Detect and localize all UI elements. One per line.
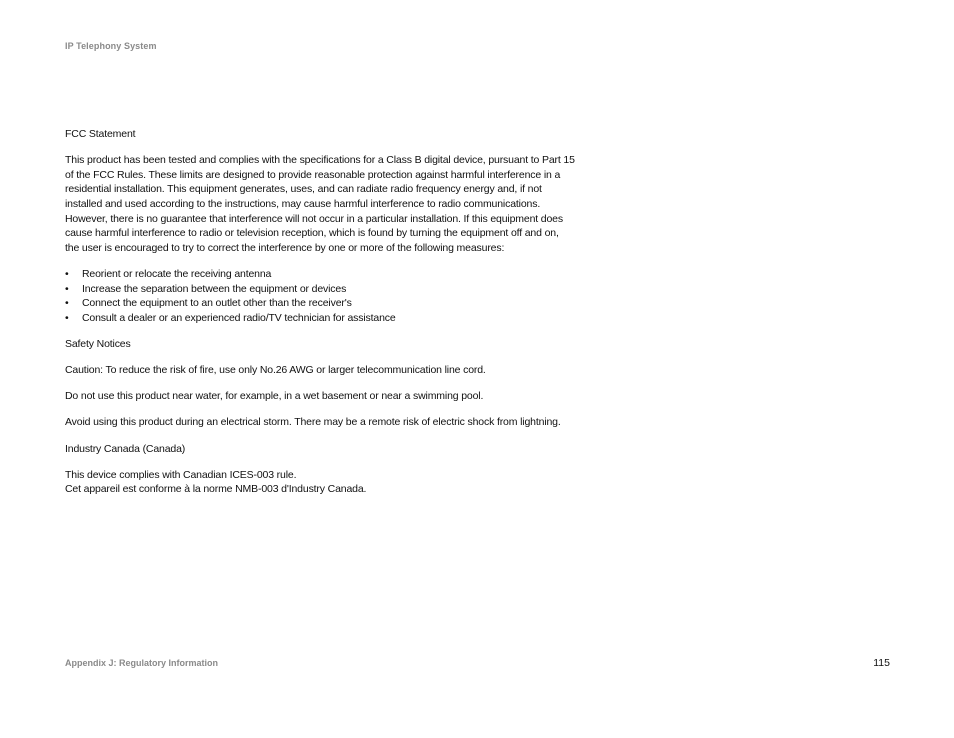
list-item xyxy=(65,296,595,311)
canada-heading: Industry Canada (Canada) xyxy=(65,442,186,455)
canada-line-en: This device complies with Canadian ICES-003 rule. xyxy=(65,468,297,481)
list-item-text: Reorient or relocate the receiving antenna xyxy=(82,267,272,280)
canada-line-fr: Cet appareil est conforme à la norme NMB-003 d'Industry Canada. xyxy=(65,483,367,496)
fcc-body-line: However, there is no guarantee that interference will not occur in a particular installation. If this equipment does xyxy=(65,212,563,225)
fcc-body-line: installed and used according to the instructions, may cause harmful interference to radio communications. xyxy=(65,197,541,210)
safety-heading: Safety Notices xyxy=(65,337,131,350)
list-item-text: Increase the separation between the equipment or devices xyxy=(82,282,347,295)
running-header: IP Telephony System xyxy=(65,41,157,51)
fcc-body-line: of the FCC Rules. These limits are designed to provide reasonable protection against harmful interference in a xyxy=(65,168,561,181)
fcc-measures-list xyxy=(65,267,595,325)
bullet-icon: • xyxy=(65,297,69,310)
safety-water: Do not use this product near water, for example, in a wet basement or near a swimming pool. xyxy=(65,390,484,403)
canada-body xyxy=(65,468,595,497)
page-number: 115 xyxy=(873,657,890,669)
list-item-text: Connect the equipment to an outlet other than the receiver's xyxy=(82,297,352,310)
safety-storm: Avoid using this product during an electrical storm. There may be a remote risk of electric shock from lightning. xyxy=(65,416,561,429)
fcc-heading: FCC Statement xyxy=(65,128,136,140)
list-item xyxy=(65,282,595,297)
safety-caution: Caution: To reduce the risk of fire, use only No.26 AWG or larger telecommunication line cord. xyxy=(65,364,486,377)
list-item-text: Consult a dealer or an experienced radio/TV technician for assistance xyxy=(82,311,396,324)
fcc-body-line: the user is encouraged to try to correct the interference by one or more of the following measures: xyxy=(65,241,505,254)
bullet-icon: • xyxy=(65,267,69,280)
bullet-icon: • xyxy=(65,311,69,324)
running-footer: Appendix J: Regulatory Information xyxy=(65,658,219,668)
fcc-body-line: cause harmful interference to radio or television reception, which is found by turning the equipment off and on, xyxy=(65,227,559,240)
fcc-body-line: This product has been tested and complies with the specifications for a Class B digital device, pursuant to Part 15 xyxy=(65,154,575,167)
bullet-icon: • xyxy=(65,282,69,295)
fcc-body xyxy=(65,153,595,255)
list-item xyxy=(65,311,595,326)
page-content xyxy=(65,127,595,509)
list-item xyxy=(65,267,595,282)
fcc-body-line: residential installation. This equipment generates, uses, and can radiate radio frequency energy and, if not xyxy=(65,183,542,196)
